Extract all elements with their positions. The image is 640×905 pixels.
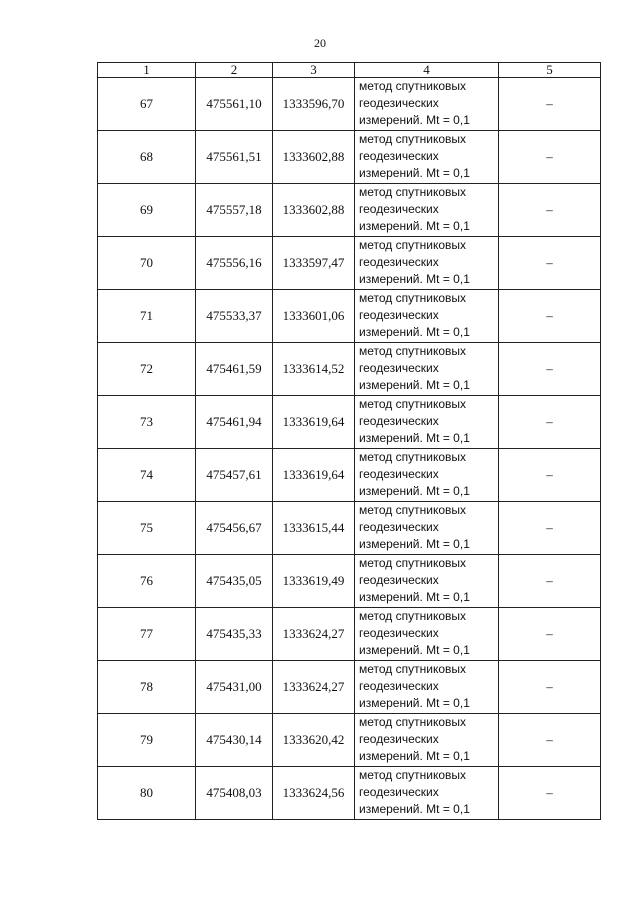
table-body xyxy=(98,78,601,820)
method-text-line: метод спутниковых xyxy=(359,79,467,93)
y-coordinate-cell: 1333624,56 xyxy=(273,767,355,820)
method-cell xyxy=(355,237,499,290)
column-header-4: 4 xyxy=(355,63,499,78)
method-text-line: измерений. Mt = 0,1 xyxy=(359,643,470,657)
point-number-cell: 79 xyxy=(98,714,196,767)
method-cell xyxy=(355,555,499,608)
method-text-line: геодезических xyxy=(359,96,439,110)
y-coordinate-cell: 1333620,42 xyxy=(273,714,355,767)
accuracy-description-cell: – xyxy=(499,767,601,820)
method-text-line: измерений. Mt = 0,1 xyxy=(359,166,470,180)
method-text-line: метод спутниковых xyxy=(359,715,467,729)
x-coordinate-cell: 475557,18 xyxy=(196,184,273,237)
method-text-line: метод спутниковых xyxy=(359,662,467,676)
method-text-line: геодезических xyxy=(359,361,439,375)
x-coordinate-cell: 475533,37 xyxy=(196,290,273,343)
y-coordinate-cell: 1333619,49 xyxy=(273,555,355,608)
accuracy-description-cell: – xyxy=(499,608,601,661)
table-row xyxy=(98,396,601,449)
method-text-line: измерений. Mt = 0,1 xyxy=(359,802,470,816)
x-coordinate-cell: 475457,61 xyxy=(196,449,273,502)
method-text-line: геодезических xyxy=(359,202,439,216)
method-text-line: измерений. Mt = 0,1 xyxy=(359,696,470,710)
method-text-line: измерений. Mt = 0,1 xyxy=(359,325,470,339)
x-coordinate-cell: 475556,16 xyxy=(196,237,273,290)
x-coordinate-cell: 475561,51 xyxy=(196,131,273,184)
x-coordinate-cell: 475435,33 xyxy=(196,608,273,661)
method-cell xyxy=(355,290,499,343)
method-text-line: измерений. Mt = 0,1 xyxy=(359,113,470,127)
method-text-line: метод спутниковых xyxy=(359,556,467,570)
table-row xyxy=(98,290,601,343)
x-coordinate-cell: 475461,94 xyxy=(196,396,273,449)
column-header-1: 1 xyxy=(98,63,196,78)
method-cell xyxy=(355,396,499,449)
column-header-3: 3 xyxy=(273,63,355,78)
point-number-cell: 70 xyxy=(98,237,196,290)
accuracy-description-cell: – xyxy=(499,237,601,290)
point-number-cell: 71 xyxy=(98,290,196,343)
y-coordinate-cell: 1333619,64 xyxy=(273,396,355,449)
method-text-line: метод спутниковых xyxy=(359,132,467,146)
method-text-line: метод спутниковых xyxy=(359,768,467,782)
y-coordinate-cell: 1333615,44 xyxy=(273,502,355,555)
x-coordinate-cell: 475456,67 xyxy=(196,502,273,555)
point-number-cell: 67 xyxy=(98,78,196,131)
method-cell xyxy=(355,184,499,237)
point-number-cell: 68 xyxy=(98,131,196,184)
point-number-cell: 75 xyxy=(98,502,196,555)
method-text-line: измерений. Mt = 0,1 xyxy=(359,219,470,233)
accuracy-description-cell: – xyxy=(499,555,601,608)
method-cell xyxy=(355,608,499,661)
point-number-cell: 73 xyxy=(98,396,196,449)
method-text-line: измерений. Mt = 0,1 xyxy=(359,537,470,551)
method-cell xyxy=(355,78,499,131)
x-coordinate-cell: 475561,10 xyxy=(196,78,273,131)
method-text-line: геодезических xyxy=(359,467,439,481)
method-text-line: метод спутниковых xyxy=(359,344,467,358)
method-cell xyxy=(355,767,499,820)
point-number-cell: 77 xyxy=(98,608,196,661)
accuracy-description-cell: – xyxy=(499,184,601,237)
y-coordinate-cell: 1333619,64 xyxy=(273,449,355,502)
method-text-line: измерений. Mt = 0,1 xyxy=(359,378,470,392)
method-text-line: геодезических xyxy=(359,679,439,693)
method-text-line: метод спутниковых xyxy=(359,238,467,252)
table-row xyxy=(98,131,601,184)
x-coordinate-cell: 475408,03 xyxy=(196,767,273,820)
table-row xyxy=(98,449,601,502)
table-row xyxy=(98,502,601,555)
y-coordinate-cell: 1333624,27 xyxy=(273,661,355,714)
method-cell xyxy=(355,714,499,767)
coordinates-table xyxy=(97,62,601,820)
y-coordinate-cell: 1333601,06 xyxy=(273,290,355,343)
point-number-cell: 80 xyxy=(98,767,196,820)
method-cell xyxy=(355,502,499,555)
table-row xyxy=(98,237,601,290)
method-text-line: геодезических xyxy=(359,626,439,640)
y-coordinate-cell: 1333602,88 xyxy=(273,184,355,237)
method-cell xyxy=(355,343,499,396)
point-number-cell: 74 xyxy=(98,449,196,502)
y-coordinate-cell: 1333596,70 xyxy=(273,78,355,131)
method-text-line: метод спутниковых xyxy=(359,185,467,199)
method-text-line: геодезических xyxy=(359,308,439,322)
point-number-cell: 78 xyxy=(98,661,196,714)
method-text-line: геодезических xyxy=(359,520,439,534)
table-row xyxy=(98,184,601,237)
table-row xyxy=(98,343,601,396)
accuracy-description-cell: – xyxy=(499,502,601,555)
method-text-line: метод спутниковых xyxy=(359,291,467,305)
point-number-cell: 69 xyxy=(98,184,196,237)
x-coordinate-cell: 475430,14 xyxy=(196,714,273,767)
method-text-line: метод спутниковых xyxy=(359,450,467,464)
method-text-line: метод спутниковых xyxy=(359,609,467,623)
table-row xyxy=(98,661,601,714)
x-coordinate-cell: 475431,00 xyxy=(196,661,273,714)
accuracy-description-cell: – xyxy=(499,343,601,396)
table-header xyxy=(98,63,601,78)
method-cell xyxy=(355,661,499,714)
accuracy-description-cell: – xyxy=(499,449,601,502)
method-text-line: измерений. Mt = 0,1 xyxy=(359,590,470,604)
accuracy-description-cell: – xyxy=(499,396,601,449)
method-text-line: геодезических xyxy=(359,149,439,163)
accuracy-description-cell: – xyxy=(499,661,601,714)
accuracy-description-cell: – xyxy=(499,714,601,767)
method-text-line: геодезических xyxy=(359,785,439,799)
page-number: 20 xyxy=(314,36,326,50)
method-text-line: измерений. Mt = 0,1 xyxy=(359,484,470,498)
table-row xyxy=(98,608,601,661)
table-row xyxy=(98,555,601,608)
accuracy-description-cell: – xyxy=(499,131,601,184)
method-cell xyxy=(355,449,499,502)
column-header-2: 2 xyxy=(196,63,273,78)
method-text-line: измерений. Mt = 0,1 xyxy=(359,431,470,445)
table-row xyxy=(98,714,601,767)
column-header-5: 5 xyxy=(499,63,601,78)
method-text-line: измерений. Mt = 0,1 xyxy=(359,272,470,286)
accuracy-description-cell: – xyxy=(499,290,601,343)
x-coordinate-cell: 475435,05 xyxy=(196,555,273,608)
method-text-line: геодезических xyxy=(359,255,439,269)
y-coordinate-cell: 1333624,27 xyxy=(273,608,355,661)
method-text-line: геодезических xyxy=(359,573,439,587)
y-coordinate-cell: 1333597,47 xyxy=(273,237,355,290)
y-coordinate-cell: 1333614,52 xyxy=(273,343,355,396)
accuracy-description-cell: – xyxy=(499,78,601,131)
point-number-cell: 76 xyxy=(98,555,196,608)
method-text-line: геодезических xyxy=(359,414,439,428)
point-number-cell: 72 xyxy=(98,343,196,396)
method-text-line: геодезических xyxy=(359,732,439,746)
header-row xyxy=(98,63,601,78)
method-text-line: метод спутниковых xyxy=(359,397,467,411)
method-text-line: метод спутниковых xyxy=(359,503,467,517)
table-row xyxy=(98,78,601,131)
x-coordinate-cell: 475461,59 xyxy=(196,343,273,396)
y-coordinate-cell: 1333602,88 xyxy=(273,131,355,184)
method-cell xyxy=(355,131,499,184)
method-text-line: измерений. Mt = 0,1 xyxy=(359,749,470,763)
table-row xyxy=(98,767,601,820)
